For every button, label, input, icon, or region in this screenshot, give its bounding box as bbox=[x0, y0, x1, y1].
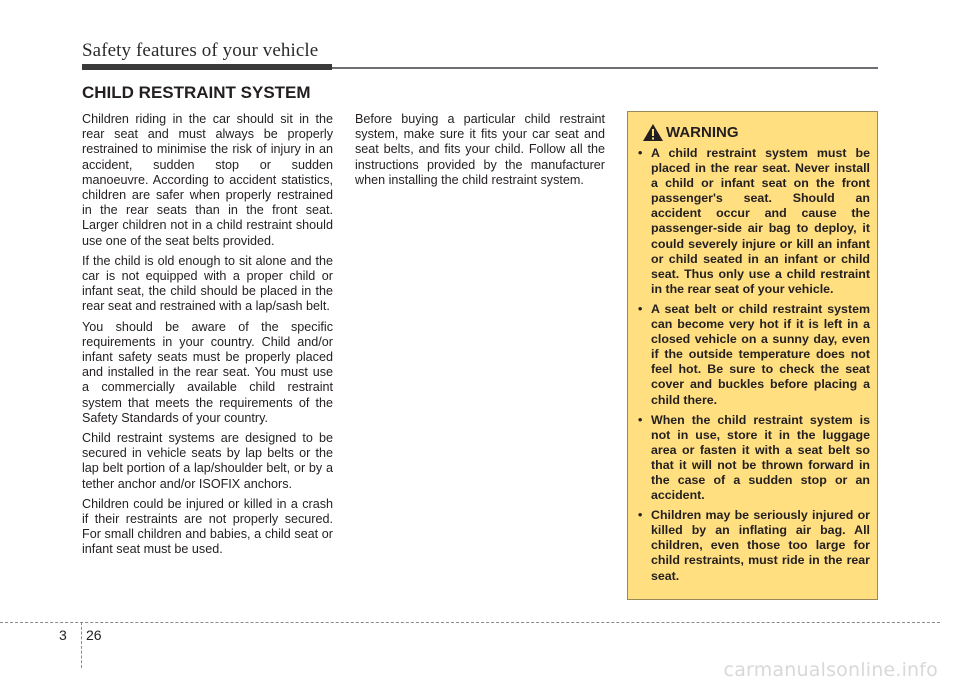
footer-rule bbox=[0, 622, 940, 623]
warning-item-text: Children may be seriously injured or killed by an inflating air bag. All children, even those too large for child restraints, must ride in the rear seat. bbox=[651, 508, 870, 583]
header-title: Safety features of your vehicle bbox=[82, 40, 319, 61]
paragraph: Children riding in the car should sit in the rear seat and must always be properly restrained to minimise the risk of injury in an accident, sudden stop or sudden manoeuvre. According to accident statistics, children are safer when properly restrained in the rear seats than in the front seat. Larger children not in a child restraint should use one of the seat belts provided. bbox=[82, 112, 333, 248]
paragraph: Child restraint systems are designed to be secured in vehicle seats by lap belts or the lap belt portion of a lap/shoulder belt, or by a tether anchor and/or ISOFIX anchors. bbox=[82, 431, 333, 491]
list-item bbox=[638, 413, 870, 504]
paragraph: If the child is old enough to sit alone and the car is not equipped with a proper child or infant seat, the child should be placed in the rear seat and restrained with a lap/sash belt. bbox=[82, 253, 333, 314]
warning-header bbox=[642, 123, 739, 142]
warning-item-text: When the child restraint system is not in use, store it in the luggage area or fasten it with a seat belt so that it will not be thrown forward in the case of a sudden stop or an accident. bbox=[651, 412, 870, 503]
warning-list bbox=[638, 146, 870, 589]
paragraph: You should be aware of the specific requirements in your country. Child and/or infant safety seats must be properly placed and installed in the rear seat. You must use a commercially available child restraint system that meets the requirements of the Safety Standards of your country. bbox=[82, 319, 333, 425]
section-title: CHILD RESTRAINT SYSTEM bbox=[82, 83, 311, 102]
bullet: • bbox=[638, 301, 643, 316]
chapter-number: 3 bbox=[59, 627, 67, 643]
warning-title: WARNING bbox=[666, 124, 739, 141]
bullet: • bbox=[638, 146, 643, 160]
page-number: 26 bbox=[86, 627, 102, 643]
list-item bbox=[638, 146, 870, 297]
middle-column bbox=[355, 112, 605, 193]
list-item bbox=[638, 302, 870, 408]
bullet: • bbox=[638, 412, 643, 427]
warning-triangle-icon bbox=[642, 123, 664, 142]
bullet: • bbox=[638, 508, 643, 523]
warning-item-text: A seat belt or child restraint system can become very hot if it is left in a closed vehicle on a sunny day, even if the outside temperature does not feel hot. Be sure to check the seat cover and buckles before placing a child there. bbox=[651, 301, 870, 407]
list-item bbox=[638, 508, 870, 583]
left-column bbox=[82, 112, 333, 563]
header-rule-accent bbox=[82, 64, 332, 70]
paragraph: Children could be injured or killed in a crash if their restraints are not properly secured. For small children and babies, a child seat or infant seat must be used. bbox=[82, 496, 333, 557]
warning-item-text: A child restraint system must be placed in the rear seat. Never install a child or infant seat on the front passenger's seat. Should an accident occur and cause the passenger-side air bag to deploy, it could severely injure or kill an infant or child seated in an infant or child seat. Thus only use a child restraint in the rear seat of your vehicle. bbox=[651, 146, 870, 296]
footer-divider bbox=[81, 622, 82, 668]
paragraph: Before buying a particular child restraint system, make sure it fits your car seat and seat belts, and fits your child. Follow all the instructions provided by the manufacturer when installing the child restraint system. bbox=[355, 112, 605, 187]
watermark: carmanualsonline.info bbox=[723, 659, 938, 681]
warning-box bbox=[627, 111, 878, 600]
